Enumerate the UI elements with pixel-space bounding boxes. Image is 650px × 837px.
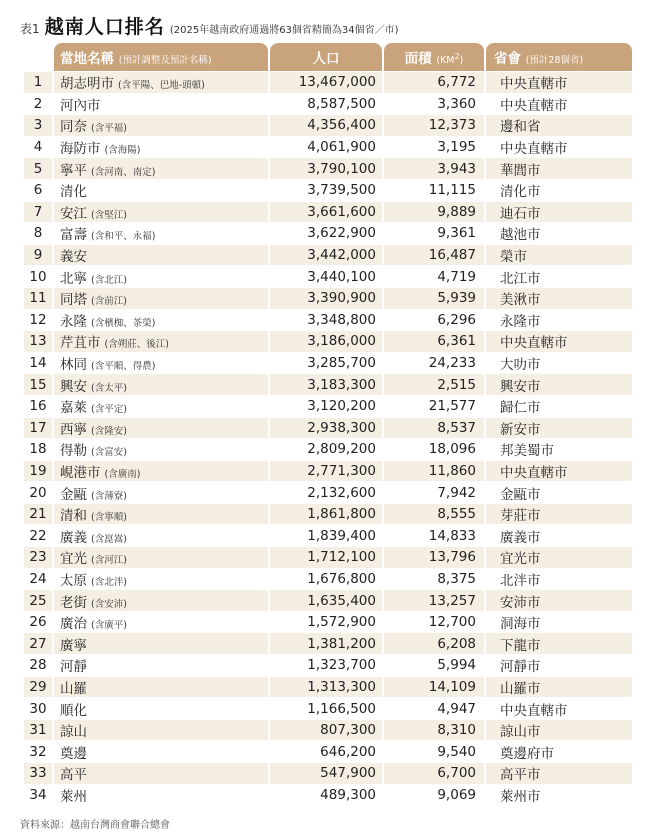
table-row bbox=[24, 418, 632, 439]
header-population: 人口 bbox=[270, 43, 382, 71]
region-name: 廣治 bbox=[60, 616, 87, 633]
table-row bbox=[24, 288, 632, 309]
area-cell: 21,577 bbox=[384, 396, 484, 417]
rank-cell: 23 bbox=[24, 547, 52, 568]
table-row bbox=[24, 482, 632, 503]
merged-regions-note: (含安沛) bbox=[91, 598, 127, 610]
area-cell: 8,310 bbox=[384, 720, 484, 741]
table-title bbox=[20, 12, 399, 39]
region-name: 北寧 bbox=[60, 270, 87, 287]
header-province bbox=[486, 43, 632, 71]
capital-cell: 華閭市 bbox=[486, 158, 632, 179]
merged-regions-note: (含北江) bbox=[91, 274, 127, 286]
rank-cell: 6 bbox=[24, 180, 52, 201]
area-cell: 16,487 bbox=[384, 245, 484, 266]
table-row bbox=[24, 741, 632, 762]
area-cell: 3,195 bbox=[384, 137, 484, 158]
area-cell: 4,947 bbox=[384, 698, 484, 719]
area-cell: 7,942 bbox=[384, 482, 484, 503]
name-cell bbox=[54, 418, 268, 439]
name-cell bbox=[54, 741, 268, 762]
table-row bbox=[24, 461, 632, 482]
name-cell bbox=[54, 331, 268, 352]
table-row bbox=[24, 677, 632, 698]
name-cell bbox=[54, 590, 268, 611]
area-cell: 8,555 bbox=[384, 504, 484, 525]
area-cell: 9,540 bbox=[384, 741, 484, 762]
population-cell: 3,661,600 bbox=[270, 202, 382, 223]
area-cell: 3,360 bbox=[384, 94, 484, 115]
name-cell bbox=[54, 353, 268, 374]
header-area-label: 面積 bbox=[404, 51, 432, 67]
region-name: 林同 bbox=[60, 357, 87, 374]
table-body bbox=[24, 72, 632, 805]
population-cell: 1,839,400 bbox=[270, 525, 382, 546]
merged-regions-note: (含平順、得農) bbox=[91, 361, 156, 373]
rank-cell: 32 bbox=[24, 741, 52, 762]
capital-cell: 榮市 bbox=[486, 245, 632, 266]
rank-cell: 11 bbox=[24, 288, 52, 309]
region-name: 河內市 bbox=[60, 97, 101, 114]
merged-regions-note: (含河南、南定) bbox=[91, 166, 156, 178]
name-cell bbox=[54, 202, 268, 223]
region-name: 西寧 bbox=[60, 421, 87, 438]
header-area bbox=[384, 43, 484, 71]
area-cell: 18,096 bbox=[384, 439, 484, 460]
name-cell bbox=[54, 720, 268, 741]
area-cell: 9,889 bbox=[384, 202, 484, 223]
header-province-note: (預計28個省) bbox=[525, 55, 584, 66]
rank-cell: 20 bbox=[24, 482, 52, 503]
area-cell: 8,537 bbox=[384, 418, 484, 439]
population-cell: 2,771,300 bbox=[270, 461, 382, 482]
table-row bbox=[24, 720, 632, 741]
table-row bbox=[24, 202, 632, 223]
population-cell: 1,572,900 bbox=[270, 612, 382, 633]
capital-cell: 萊州市 bbox=[486, 785, 632, 806]
merged-regions-note: (含廣南) bbox=[104, 468, 141, 480]
name-cell bbox=[54, 612, 268, 633]
population-cell: 3,790,100 bbox=[270, 158, 382, 179]
merged-regions-note: (含寧順) bbox=[91, 512, 127, 524]
merged-regions-note: (含平福) bbox=[91, 123, 127, 135]
table-row bbox=[24, 763, 632, 784]
table-row bbox=[24, 331, 632, 352]
merged-regions-note: (含海陽) bbox=[104, 145, 141, 157]
merged-regions-note: (含崑嵩) bbox=[91, 533, 127, 545]
population-cell: 4,061,900 bbox=[270, 137, 382, 158]
rank-cell: 5 bbox=[24, 158, 52, 179]
capital-cell: 中央直轄市 bbox=[486, 137, 632, 158]
merged-regions-note: (含檳椥、茶榮) bbox=[91, 317, 156, 329]
table-row bbox=[24, 612, 632, 633]
population-cell: 3,390,900 bbox=[270, 288, 382, 309]
capital-cell: 宜光市 bbox=[486, 547, 632, 568]
name-cell bbox=[54, 396, 268, 417]
capital-cell: 洞海市 bbox=[486, 612, 632, 633]
population-cell: 3,739,500 bbox=[270, 180, 382, 201]
area-cell: 13,796 bbox=[384, 547, 484, 568]
area-cell: 8,375 bbox=[384, 569, 484, 590]
name-cell bbox=[54, 94, 268, 115]
table-row bbox=[24, 72, 632, 93]
name-cell bbox=[54, 115, 268, 136]
capital-cell: 興安市 bbox=[486, 374, 632, 395]
rank-cell: 25 bbox=[24, 590, 52, 611]
merged-regions-note: (含堅江) bbox=[91, 209, 127, 221]
capital-cell: 芽莊市 bbox=[486, 504, 632, 525]
rank-cell: 30 bbox=[24, 698, 52, 719]
name-cell bbox=[54, 288, 268, 309]
population-cell: 2,132,600 bbox=[270, 482, 382, 503]
rank-cell: 15 bbox=[24, 374, 52, 395]
merged-regions-note: (含太平) bbox=[91, 382, 127, 394]
table-label: 表1 bbox=[20, 22, 40, 36]
table-row bbox=[24, 655, 632, 676]
table-row bbox=[24, 310, 632, 331]
capital-cell: 迪石市 bbox=[486, 202, 632, 223]
merged-regions-note: (含隆安) bbox=[91, 425, 127, 437]
population-cell: 3,183,300 bbox=[270, 374, 382, 395]
name-cell bbox=[54, 763, 268, 784]
rank-cell: 10 bbox=[24, 266, 52, 287]
population-cell: 1,313,300 bbox=[270, 677, 382, 698]
table-row bbox=[24, 698, 632, 719]
rank-cell: 3 bbox=[24, 115, 52, 136]
region-name: 諒山 bbox=[60, 724, 87, 741]
name-cell bbox=[54, 245, 268, 266]
population-cell: 4,356,400 bbox=[270, 115, 382, 136]
area-cell: 6,772 bbox=[384, 72, 484, 93]
rank-cell: 22 bbox=[24, 525, 52, 546]
population-cell: 1,635,400 bbox=[270, 590, 382, 611]
area-cell: 14,109 bbox=[384, 677, 484, 698]
region-name: 峴港市 bbox=[60, 464, 101, 481]
capital-cell: 中央直轄市 bbox=[486, 331, 632, 352]
name-cell bbox=[54, 482, 268, 503]
name-cell bbox=[54, 180, 268, 201]
merged-regions-note: (含和平、永福) bbox=[91, 231, 156, 243]
capital-cell: 中央直轄市 bbox=[486, 698, 632, 719]
population-cell: 2,938,300 bbox=[270, 418, 382, 439]
merged-regions-note: (含廣平) bbox=[91, 620, 127, 632]
capital-cell: 奠邊府市 bbox=[486, 741, 632, 762]
region-name: 海防市 bbox=[60, 141, 101, 158]
capital-cell: 大叻市 bbox=[486, 353, 632, 374]
header-area-unit: $(KM^2)$ bbox=[436, 51, 464, 66]
area-cell: 5,994 bbox=[384, 655, 484, 676]
region-name: 富壽 bbox=[60, 227, 87, 244]
population-cell: 3,120,200 bbox=[270, 396, 382, 417]
area-cell: 12,373 bbox=[384, 115, 484, 136]
table-row bbox=[24, 569, 632, 590]
merged-regions-note: (含薄寮) bbox=[91, 490, 127, 502]
rank-cell: 7 bbox=[24, 202, 52, 223]
capital-cell: 新安市 bbox=[486, 418, 632, 439]
table-row bbox=[24, 115, 632, 136]
name-cell bbox=[54, 504, 268, 525]
rank-cell: 17 bbox=[24, 418, 52, 439]
table-row bbox=[24, 439, 632, 460]
name-cell bbox=[54, 655, 268, 676]
rank-cell: 26 bbox=[24, 612, 52, 633]
capital-cell: 山羅市 bbox=[486, 677, 632, 698]
name-cell bbox=[54, 677, 268, 698]
name-cell bbox=[54, 569, 268, 590]
source-note: 資料來源：越南台灣商會聯合總會 bbox=[20, 820, 170, 831]
rank-cell: 27 bbox=[24, 633, 52, 654]
area-cell: 4,719 bbox=[384, 266, 484, 287]
capital-cell: 邦美蜀市 bbox=[486, 439, 632, 460]
population-cell: 1,166,500 bbox=[270, 698, 382, 719]
table-row bbox=[24, 245, 632, 266]
area-cell: 3,943 bbox=[384, 158, 484, 179]
capital-cell: 諒山市 bbox=[486, 720, 632, 741]
region-name: 宜光 bbox=[60, 551, 87, 568]
rank-cell: 21 bbox=[24, 504, 52, 525]
merged-regions-note: (含北泮) bbox=[91, 576, 127, 588]
area-cell: 6,700 bbox=[384, 763, 484, 784]
merged-regions-note: (含富安) bbox=[91, 447, 127, 459]
table-row bbox=[24, 180, 632, 201]
capital-cell: 河靜市 bbox=[486, 655, 632, 676]
rank-cell: 19 bbox=[24, 461, 52, 482]
header-rank bbox=[24, 43, 52, 71]
name-cell bbox=[54, 547, 268, 568]
capital-cell: 廣義市 bbox=[486, 525, 632, 546]
area-cell: 6,208 bbox=[384, 633, 484, 654]
table-row bbox=[24, 590, 632, 611]
table-row bbox=[24, 547, 632, 568]
region-name: 同塔 bbox=[60, 292, 87, 309]
population-cell: 3,440,100 bbox=[270, 266, 382, 287]
table-row bbox=[24, 396, 632, 417]
population-cell: 1,381,200 bbox=[270, 633, 382, 654]
merged-regions-note: (含朔莊、後江) bbox=[104, 339, 169, 351]
region-name: 清和 bbox=[60, 508, 87, 525]
name-cell bbox=[54, 461, 268, 482]
area-cell: 6,361 bbox=[384, 331, 484, 352]
region-name: 太原 bbox=[60, 572, 87, 589]
table-row bbox=[24, 633, 632, 654]
name-cell bbox=[54, 223, 268, 244]
area-cell: 9,069 bbox=[384, 785, 484, 806]
capital-cell: 北泮市 bbox=[486, 569, 632, 590]
name-cell bbox=[54, 698, 268, 719]
region-name: 高平 bbox=[60, 767, 87, 784]
region-name: 奠邊 bbox=[60, 745, 87, 762]
population-cell: 1,323,700 bbox=[270, 655, 382, 676]
name-cell bbox=[54, 137, 268, 158]
region-name: 廣寧 bbox=[60, 637, 87, 654]
page-subtitle: (2025年越南政府通過將63個省精簡為34個省／市) bbox=[169, 25, 399, 36]
name-cell bbox=[54, 439, 268, 460]
rank-cell: 12 bbox=[24, 310, 52, 331]
region-name: 芹苴市 bbox=[60, 335, 101, 352]
population-cell: 807,300 bbox=[270, 720, 382, 741]
name-cell bbox=[54, 158, 268, 179]
population-cell: 1,676,800 bbox=[270, 569, 382, 590]
rank-cell: 28 bbox=[24, 655, 52, 676]
capital-cell: 美湫市 bbox=[486, 288, 632, 309]
table-row bbox=[24, 525, 632, 546]
population-cell: 1,712,100 bbox=[270, 547, 382, 568]
table-row bbox=[24, 353, 632, 374]
name-cell bbox=[54, 785, 268, 806]
area-cell: 12,700 bbox=[384, 612, 484, 633]
rank-cell: 13 bbox=[24, 331, 52, 352]
table-row bbox=[24, 94, 632, 115]
area-cell: 2,515 bbox=[384, 374, 484, 395]
region-name: 山羅 bbox=[60, 680, 87, 697]
rank-cell: 24 bbox=[24, 569, 52, 590]
area-cell: 11,860 bbox=[384, 461, 484, 482]
population-cell: 3,285,700 bbox=[270, 353, 382, 374]
region-name: 胡志明市 bbox=[60, 76, 114, 93]
population-cell: 547,900 bbox=[270, 763, 382, 784]
merged-regions-note: (含河江) bbox=[91, 555, 127, 567]
region-name: 永隆 bbox=[60, 313, 87, 330]
region-name: 老街 bbox=[60, 594, 87, 611]
capital-cell: 安沛市 bbox=[486, 590, 632, 611]
region-name: 義安 bbox=[60, 249, 87, 266]
region-name: 寧平 bbox=[60, 162, 87, 179]
merged-regions-note: (含平陽、巴地-頭頓) bbox=[118, 80, 205, 92]
capital-cell: 越池市 bbox=[486, 223, 632, 244]
name-cell bbox=[54, 266, 268, 287]
header-province-label: 省會 bbox=[494, 51, 521, 67]
header-name-note: (預計調整及預計名稱) bbox=[118, 55, 212, 66]
rank-cell: 9 bbox=[24, 245, 52, 266]
name-cell bbox=[54, 310, 268, 331]
rank-cell: 8 bbox=[24, 223, 52, 244]
rank-cell: 34 bbox=[24, 785, 52, 806]
name-cell bbox=[54, 525, 268, 546]
table-row bbox=[24, 223, 632, 244]
population-cell: 13,467,000 bbox=[270, 72, 382, 93]
rank-cell: 14 bbox=[24, 353, 52, 374]
capital-cell: 中央直轄市 bbox=[486, 461, 632, 482]
population-table bbox=[22, 42, 634, 806]
page-title: 越南人口排名 bbox=[44, 16, 165, 38]
capital-cell: 北江市 bbox=[486, 266, 632, 287]
capital-cell: 金甌市 bbox=[486, 482, 632, 503]
capital-cell: 下龍市 bbox=[486, 633, 632, 654]
header-name-label: 當地名稱 bbox=[60, 51, 114, 67]
area-cell: 9,361 bbox=[384, 223, 484, 244]
rank-cell: 31 bbox=[24, 720, 52, 741]
population-cell: 3,622,900 bbox=[270, 223, 382, 244]
merged-regions-note: (含前江) bbox=[91, 296, 127, 308]
merged-regions-note: (含平定) bbox=[91, 404, 127, 416]
rank-cell: 2 bbox=[24, 94, 52, 115]
region-name: 同奈 bbox=[60, 119, 87, 136]
population-cell: 8,587,500 bbox=[270, 94, 382, 115]
table-row bbox=[24, 504, 632, 525]
area-cell: 24,233 bbox=[384, 353, 484, 374]
population-cell: 3,186,000 bbox=[270, 331, 382, 352]
table-row bbox=[24, 158, 632, 179]
capital-cell: 歸仁市 bbox=[486, 396, 632, 417]
name-cell bbox=[54, 633, 268, 654]
rank-cell: 1 bbox=[24, 72, 52, 93]
region-name: 金甌 bbox=[60, 486, 87, 503]
region-name: 河靜 bbox=[60, 659, 87, 676]
rank-cell: 4 bbox=[24, 137, 52, 158]
capital-cell: 中央直轄市 bbox=[486, 72, 632, 93]
rank-cell: 16 bbox=[24, 396, 52, 417]
area-cell: 11,115 bbox=[384, 180, 484, 201]
capital-cell: 永隆市 bbox=[486, 310, 632, 331]
region-name: 安江 bbox=[60, 205, 87, 222]
table-row bbox=[24, 266, 632, 287]
population-cell: 489,300 bbox=[270, 785, 382, 806]
rank-cell: 33 bbox=[24, 763, 52, 784]
population-cell: 2,809,200 bbox=[270, 439, 382, 460]
capital-cell: 高平市 bbox=[486, 763, 632, 784]
area-cell: 13,257 bbox=[384, 590, 484, 611]
population-cell: 1,861,800 bbox=[270, 504, 382, 525]
region-name: 清化 bbox=[60, 184, 87, 201]
header-name bbox=[54, 43, 268, 71]
area-cell: 6,296 bbox=[384, 310, 484, 331]
population-cell: 3,442,000 bbox=[270, 245, 382, 266]
rank-cell: 18 bbox=[24, 439, 52, 460]
name-cell bbox=[54, 374, 268, 395]
region-name: 得勒 bbox=[60, 443, 87, 460]
population-cell: 3,348,800 bbox=[270, 310, 382, 331]
population-cell: 646,200 bbox=[270, 741, 382, 762]
table-row bbox=[24, 374, 632, 395]
region-name: 萊州 bbox=[60, 788, 87, 805]
table-header-row bbox=[24, 43, 632, 71]
area-cell: 14,833 bbox=[384, 525, 484, 546]
rank-cell: 29 bbox=[24, 677, 52, 698]
table-row bbox=[24, 785, 632, 806]
region-name: 廣義 bbox=[60, 529, 87, 546]
table-row bbox=[24, 137, 632, 158]
area-cell: 5,939 bbox=[384, 288, 484, 309]
region-name: 順化 bbox=[60, 702, 87, 719]
name-cell bbox=[54, 72, 268, 93]
region-name: 嘉萊 bbox=[60, 400, 87, 417]
capital-cell: 中央直轄市 bbox=[486, 94, 632, 115]
capital-cell: 邊和省 bbox=[486, 115, 632, 136]
capital-cell: 清化市 bbox=[486, 180, 632, 201]
region-name: 興安 bbox=[60, 378, 87, 395]
